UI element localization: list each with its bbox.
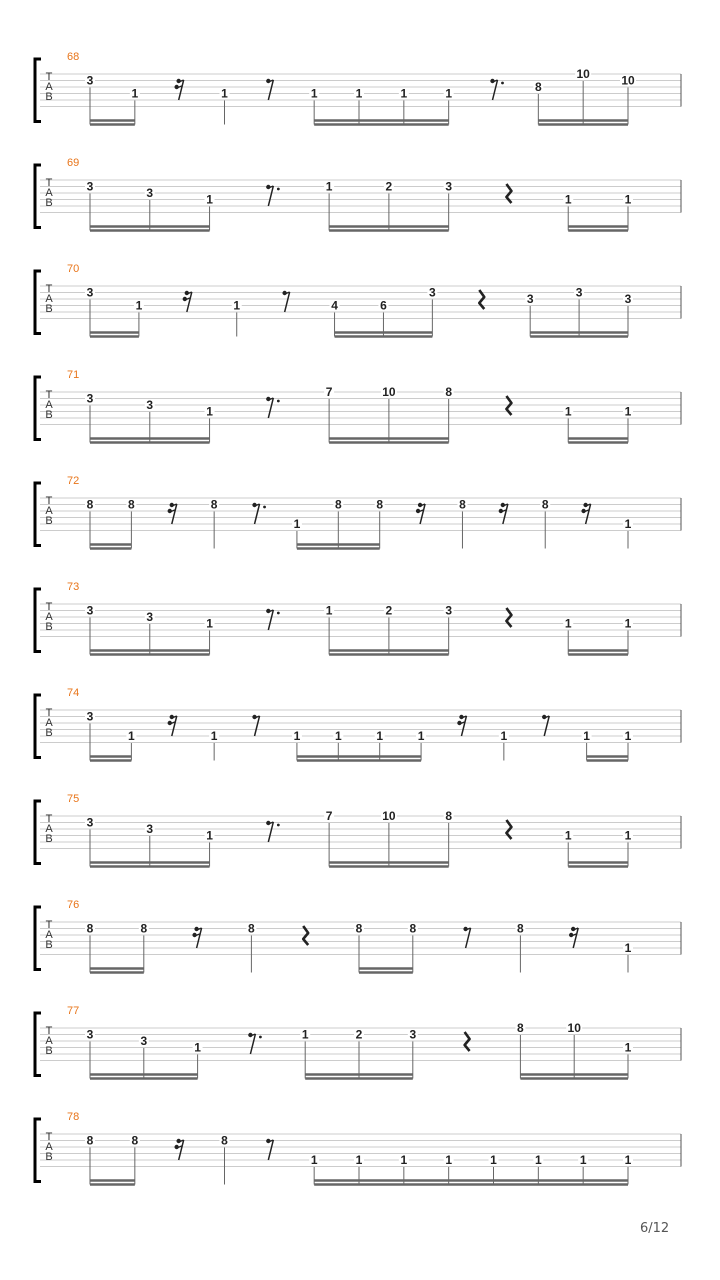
fret-number: 8 <box>221 1133 228 1148</box>
measure-number: 68 <box>67 51 80 63</box>
fret-number: 8 <box>210 497 218 512</box>
fret-number: 1 <box>579 1153 587 1167</box>
fret-number: 1 <box>400 1153 408 1167</box>
tab-clef-letter: B <box>45 1045 53 1057</box>
fret-number: 3 <box>624 292 632 306</box>
dotted-eighth-rest <box>490 79 504 100</box>
tab-clef-letter: T <box>45 707 53 719</box>
fret-number: 1 <box>293 729 301 743</box>
fret-number: 3 <box>86 709 94 724</box>
fret-number: 3 <box>575 285 583 300</box>
fret-number: 10 <box>382 809 396 823</box>
tab-system <box>35 899 681 973</box>
system-bracket <box>35 483 41 546</box>
system-bracket <box>35 589 41 652</box>
fret-number: 1 <box>325 179 333 194</box>
tab-clef-letter: A <box>45 823 53 835</box>
fret-number: 1 <box>624 1153 632 1167</box>
tab-clef-letter: B <box>45 621 53 633</box>
tab-clef-letter: A <box>45 81 53 93</box>
fret-number: 6 <box>380 298 387 313</box>
tab-clef-letter: T <box>45 283 53 295</box>
fret-number: 1 <box>376 729 384 743</box>
system-bracket <box>35 377 41 440</box>
sixteenth-rest <box>499 503 508 524</box>
fret-number: 1 <box>233 298 241 313</box>
fret-number: 1 <box>534 1153 542 1167</box>
tab-clef-letter: A <box>45 1035 53 1047</box>
fret-number: 2 <box>385 603 393 618</box>
fret-number: 1 <box>624 729 632 743</box>
fret-number: 2 <box>355 1027 363 1042</box>
dotted-eighth-rest <box>266 185 280 206</box>
tab-system <box>35 475 681 549</box>
measure-number: 73 <box>67 581 80 593</box>
tab-clef-letter: B <box>45 409 53 421</box>
fret-number: 3 <box>146 398 154 412</box>
sixteenth-rest <box>174 1139 183 1160</box>
fret-number: 8 <box>517 1021 524 1035</box>
fret-number: 10 <box>567 1021 581 1035</box>
fret-number: 1 <box>310 1153 318 1167</box>
fret-number: 1 <box>206 192 213 207</box>
fret-number: 1 <box>355 1153 363 1167</box>
fret-number: 3 <box>526 292 534 306</box>
fret-number: 8 <box>86 921 94 936</box>
fret-number: 10 <box>621 73 635 88</box>
fret-number: 1 <box>624 616 632 631</box>
tab-clef-letter: A <box>45 505 53 517</box>
tab-clef-letter: T <box>45 1025 53 1037</box>
fret-number: 8 <box>517 921 524 936</box>
sixteenth-rest <box>581 503 590 524</box>
tab-clef-letter: T <box>45 1131 53 1143</box>
fret-number: 8 <box>334 497 342 512</box>
fret-number: 3 <box>86 603 94 618</box>
eighth-rest <box>282 291 289 312</box>
eighth-rest <box>463 927 470 948</box>
fret-number: 3 <box>140 1034 148 1048</box>
tab-clef-letter: B <box>45 91 53 103</box>
fret-number: 8 <box>541 497 549 512</box>
tab-clef-letter: T <box>45 389 53 401</box>
fret-number: 3 <box>86 73 94 88</box>
fret-number: 3 <box>86 815 94 830</box>
tab-system <box>35 369 681 443</box>
fret-number: 1 <box>624 404 632 419</box>
fret-number: 3 <box>86 285 94 300</box>
tab-clef-letter: T <box>45 813 53 825</box>
fret-number: 3 <box>445 603 453 618</box>
measure-number: 74 <box>67 687 80 699</box>
tab-clef-letter: T <box>45 919 53 931</box>
system-bracket <box>35 907 41 970</box>
fret-number: 1 <box>355 86 363 101</box>
tab-clef-letter: T <box>45 495 53 507</box>
fret-number: 8 <box>445 385 453 399</box>
measure-number: 78 <box>67 1111 80 1123</box>
eighth-rest <box>266 79 273 100</box>
fret-number: 8 <box>248 921 255 936</box>
measure-number: 77 <box>67 1005 80 1017</box>
tab-clef-letter: B <box>45 1151 53 1163</box>
tab-clef-letter: B <box>45 515 53 527</box>
fret-number: 1 <box>500 729 508 743</box>
fret-number: 10 <box>382 385 396 399</box>
tab-system <box>35 51 681 125</box>
tab-clef-letter: B <box>45 833 53 845</box>
fret-number: 3 <box>445 179 453 194</box>
fret-number: 1 <box>334 729 342 743</box>
dotted-eighth-rest <box>266 397 280 418</box>
sixteenth-rest <box>569 927 578 948</box>
fret-number: 1 <box>624 828 632 843</box>
sixteenth-rest <box>183 291 192 312</box>
fret-number: 3 <box>146 822 154 836</box>
fret-number: 1 <box>624 1040 632 1055</box>
sixteenth-rest <box>168 503 177 524</box>
fret-number: 3 <box>86 1027 94 1042</box>
sixteenth-rest <box>174 79 183 100</box>
fret-number: 1 <box>293 517 301 531</box>
fret-number: 8 <box>409 921 417 936</box>
eighth-rest <box>542 715 549 736</box>
fret-number: 1 <box>221 86 228 101</box>
tab-clef-letter: A <box>45 399 53 411</box>
fret-number: 1 <box>310 86 318 101</box>
tab-clef-letter: A <box>45 1141 53 1153</box>
fret-number: 1 <box>210 729 218 743</box>
system-bracket <box>35 1119 41 1182</box>
sixteenth-rest <box>192 927 201 948</box>
fret-number: 1 <box>400 86 408 101</box>
tab-clef-letter: B <box>45 727 53 739</box>
dotted-eighth-rest <box>248 1033 262 1054</box>
fret-number: 8 <box>445 809 453 823</box>
tab-system <box>35 581 681 655</box>
fret-number: 1 <box>564 828 572 843</box>
eighth-rest <box>266 1139 273 1160</box>
tab-clef-letter: T <box>45 177 53 189</box>
tab-system <box>35 1005 681 1079</box>
fret-number: 3 <box>146 186 154 200</box>
tab-system <box>35 157 681 231</box>
fret-number: 3 <box>86 179 94 194</box>
fret-number: 1 <box>445 1153 453 1167</box>
tab-clef-letter: B <box>45 939 53 951</box>
system-bracket <box>35 1013 41 1076</box>
fret-number: 8 <box>534 80 542 94</box>
measure-number: 71 <box>67 369 80 381</box>
fret-number: 8 <box>128 497 135 512</box>
fret-number: 1 <box>301 1027 309 1042</box>
tab-clef-letter: A <box>45 611 53 623</box>
measure-number: 69 <box>67 157 80 169</box>
measure-number: 76 <box>67 899 80 911</box>
fret-number: 3 <box>429 285 436 300</box>
sixteenth-rest <box>168 715 177 736</box>
fret-number: 2 <box>385 179 393 194</box>
fret-number: 8 <box>355 921 363 936</box>
system-bracket <box>35 59 41 122</box>
tab-clef-letter: A <box>45 717 53 729</box>
system-bracket <box>35 165 41 228</box>
system-bracket <box>35 271 41 334</box>
fret-number: 1 <box>564 404 572 419</box>
tab-clef-letter: T <box>45 601 53 613</box>
fret-number: 4 <box>331 298 338 313</box>
fret-number: 1 <box>417 729 425 743</box>
fret-number: 1 <box>445 86 453 101</box>
fret-number: 8 <box>459 497 466 512</box>
tab-clef-letter: A <box>45 187 53 199</box>
tab-system <box>35 263 681 337</box>
eighth-rest <box>252 715 259 736</box>
fret-number: 1 <box>624 941 632 955</box>
page-number: 6/12 <box>640 1221 670 1236</box>
tab-system <box>35 687 681 761</box>
fret-number: 8 <box>131 1133 139 1148</box>
fret-number: 1 <box>128 729 135 743</box>
tab-clef-letter: T <box>45 71 53 83</box>
dotted-eighth-rest <box>252 503 266 524</box>
tab-system <box>35 793 681 867</box>
fret-number: 1 <box>564 192 572 207</box>
system-bracket <box>35 801 41 864</box>
measure-number: 72 <box>67 475 80 487</box>
sixteenth-rest <box>457 715 466 736</box>
tab-clef-letter: A <box>45 929 53 941</box>
measure-number: 75 <box>67 793 80 805</box>
fret-number: 1 <box>206 616 213 631</box>
fret-number: 1 <box>206 828 213 843</box>
fret-number: 1 <box>564 616 572 631</box>
dotted-eighth-rest <box>266 609 280 630</box>
tab-clef-letter: A <box>45 293 53 305</box>
fret-number: 1 <box>131 86 139 101</box>
tab-system <box>35 1111 681 1185</box>
fret-number: 8 <box>86 1133 94 1148</box>
dotted-eighth-rest <box>266 821 280 842</box>
fret-number: 1 <box>583 729 590 743</box>
tab-clef-letter: B <box>45 197 53 209</box>
fret-number: 1 <box>325 603 333 618</box>
sixteenth-rest <box>416 503 425 524</box>
measure-number: 70 <box>67 263 80 275</box>
fret-number: 1 <box>490 1153 497 1167</box>
fret-number: 3 <box>409 1027 417 1042</box>
fret-number: 7 <box>325 385 333 399</box>
fret-number: 1 <box>206 404 213 419</box>
system-bracket <box>35 695 41 758</box>
fret-number: 1 <box>194 1040 201 1055</box>
fret-number: 1 <box>624 517 632 531</box>
tab-clef-letter: B <box>45 303 53 315</box>
fret-number: 8 <box>140 921 148 936</box>
fret-number: 3 <box>86 391 94 406</box>
fret-number: 1 <box>624 192 632 207</box>
fret-number: 3 <box>146 610 154 624</box>
fret-number: 7 <box>325 809 333 823</box>
fret-number: 1 <box>135 298 143 313</box>
fret-number: 8 <box>376 497 384 512</box>
fret-number: 10 <box>576 67 590 81</box>
fret-number: 8 <box>86 497 94 512</box>
